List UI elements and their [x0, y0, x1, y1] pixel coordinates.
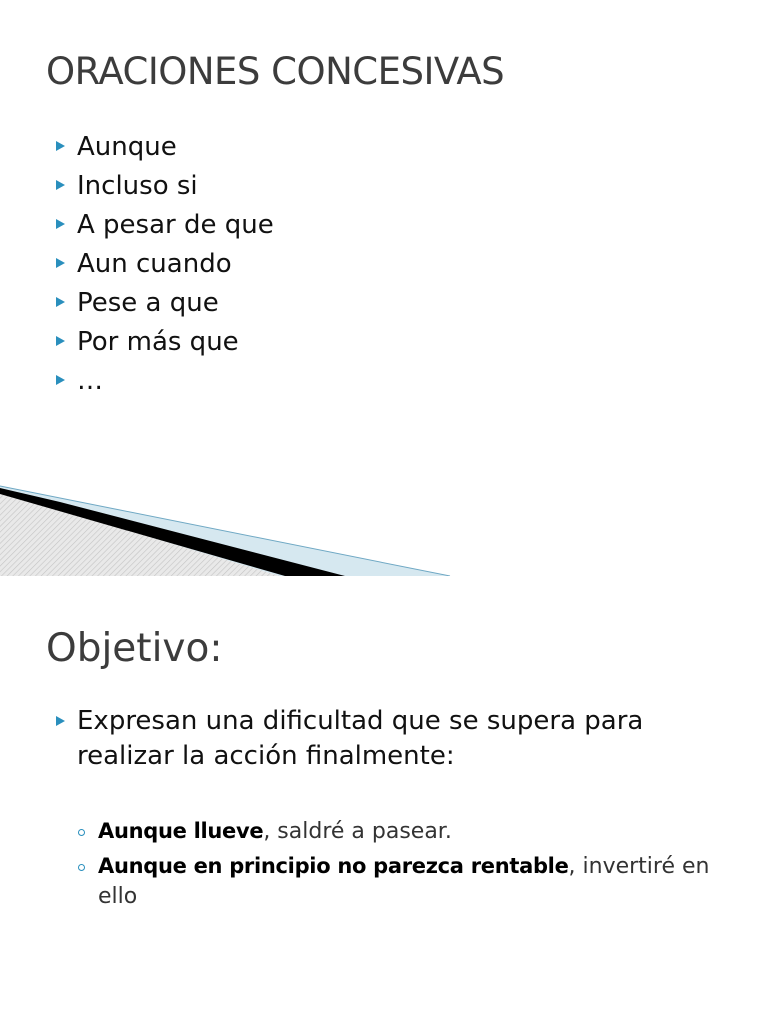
- circle-outline-icon: [78, 864, 85, 871]
- list-item-label: Aunque: [77, 132, 177, 162]
- objective-list: [56, 704, 736, 774]
- list-item-label: Pese a que: [77, 288, 219, 318]
- example-rest: , invertiré en ello: [98, 854, 710, 909]
- list-item-label: A pesar de que: [77, 210, 274, 240]
- list-item-label: Por más que: [77, 327, 239, 357]
- example-emphasis: Aunque en principio no parezca rentable: [98, 854, 569, 878]
- objective-text: Expresan una dificultad que se supera para realizar la acción finalmente:: [77, 706, 644, 771]
- list-item-label: Aun cuando: [77, 249, 232, 279]
- list-item: [56, 704, 736, 774]
- slide-2: [0, 576, 768, 1024]
- triangle-right-icon: [56, 716, 65, 726]
- example-item: [78, 851, 718, 912]
- example-rest: , saldré a pasear.: [263, 819, 452, 844]
- example-item: [78, 816, 718, 847]
- slide-title: Objetivo:: [46, 626, 223, 671]
- list-item-label: Incluso si: [77, 171, 198, 201]
- list-item-label: …: [77, 366, 103, 396]
- example-emphasis: Aunque llueve: [98, 819, 264, 843]
- examples-list: [78, 816, 718, 916]
- slide-title: ORACIONES CONCESIVAS: [46, 50, 505, 93]
- circle-outline-icon: [78, 829, 85, 836]
